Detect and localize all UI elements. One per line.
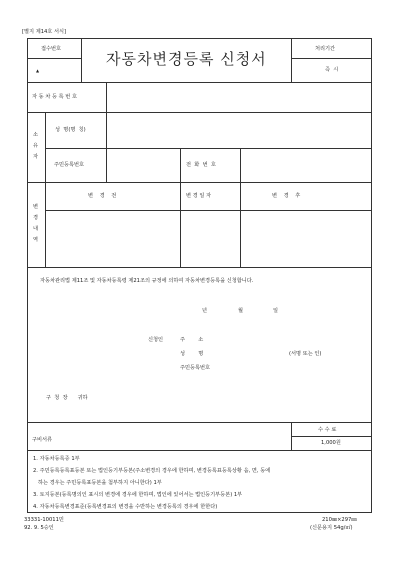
fee-label: 수 수 료 bbox=[318, 427, 337, 433]
applicant-address-label: 주 소 bbox=[180, 337, 204, 343]
owner-name-field[interactable] bbox=[108, 114, 370, 146]
date-month-label: 월 bbox=[238, 308, 244, 314]
paper-type: (신문용지 54g/㎡) bbox=[310, 525, 353, 531]
change-after-field[interactable] bbox=[242, 212, 370, 265]
owner-resident-no-label: 주민등록번호 bbox=[54, 162, 85, 168]
owner-name-label: 성 명(명 칭) bbox=[55, 127, 86, 133]
applicant-label: 신청인 bbox=[148, 337, 164, 343]
form-code: 33331-10011민 bbox=[24, 517, 64, 523]
applicant-address-field[interactable] bbox=[232, 334, 357, 345]
document-item: 하는 경우는 주민등록표등본을 첨부하지 아니한다) 1부 bbox=[33, 480, 162, 486]
owner-section-label-2: 유 bbox=[33, 143, 39, 149]
applicant-resident-no-field[interactable] bbox=[232, 362, 357, 373]
document-item: 3. 토지등본(등록명의인 표시의 변경에 경우에 한하며, 법인에 있어서는 법인등기부등본) 1부 bbox=[33, 492, 243, 498]
date-year-label: 년 bbox=[202, 308, 208, 314]
receipt-no-label: 접수번호 bbox=[41, 46, 62, 52]
document-item: 1. 자동차등록증 1부 bbox=[33, 456, 80, 462]
owner-phone-label: 전 화 번 호 bbox=[186, 162, 216, 168]
processing-period-value: 즉 시 bbox=[325, 67, 339, 73]
vehicle-reg-no-label: 자 동 차 등 록 번 호 bbox=[32, 94, 77, 100]
owner-resident-no-field[interactable] bbox=[108, 150, 178, 180]
receipt-no-mark: ▲ bbox=[36, 68, 40, 73]
owner-phone-field[interactable] bbox=[242, 150, 370, 180]
change-date-label: 변 경 일 자 bbox=[186, 193, 211, 199]
applicant-name-label: 성 명 bbox=[180, 351, 204, 357]
owner-section-label-1: 소 bbox=[33, 132, 39, 138]
date-day-label: 일 bbox=[273, 308, 279, 314]
fee-value: 1,000원 bbox=[321, 440, 341, 446]
recipient-label: 구 청 장 귀하 bbox=[46, 395, 88, 401]
applicant-name-field[interactable] bbox=[232, 348, 282, 359]
applicant-resident-no-label: 주민등록번호 bbox=[180, 365, 211, 371]
change-section-label-4: 역 bbox=[33, 237, 39, 243]
change-before-label: 변 경 전 bbox=[88, 193, 117, 199]
approval-date: 92. 9. 5승인 bbox=[24, 525, 54, 531]
processing-period-label: 처리기간 bbox=[315, 46, 336, 52]
change-section-label-1: 변 bbox=[33, 204, 39, 210]
change-date-field[interactable] bbox=[182, 212, 238, 265]
owner-section-label-3: 자 bbox=[33, 154, 39, 160]
form-label: [별지 제14호 서식] bbox=[22, 29, 67, 35]
change-section-label-3: 내 bbox=[33, 226, 39, 232]
paper-size: 210㎜×297㎜ bbox=[322, 517, 357, 523]
document-item: 2. 주민등록등록표등본 또는 법인등기부등본(주소변경의 경우에 한하며, 변경등록표등록상황 읍, 면, 동에 bbox=[33, 468, 271, 474]
signature-note: (서명 또는 인) bbox=[289, 351, 322, 357]
document-item: 4. 자동차등록변경표준(등록변경표의 변경을 수반하는 변경등록의 경우에 한한다) bbox=[33, 504, 218, 510]
change-before-field[interactable] bbox=[47, 212, 178, 265]
vehicle-reg-no-field[interactable] bbox=[108, 84, 370, 110]
change-after-label: 변 경 후 bbox=[272, 193, 301, 199]
form-title: 자동차변경등록 신청서 bbox=[106, 50, 267, 68]
change-section-label-2: 경 bbox=[33, 215, 39, 221]
declaration-statement: 자동차관리법 제11조 및 자동차등록령 제21조의 규정에 의하여 자동차변경등록을 신청합니다. bbox=[40, 278, 254, 284]
documents-header: 구비서류 bbox=[32, 437, 53, 443]
